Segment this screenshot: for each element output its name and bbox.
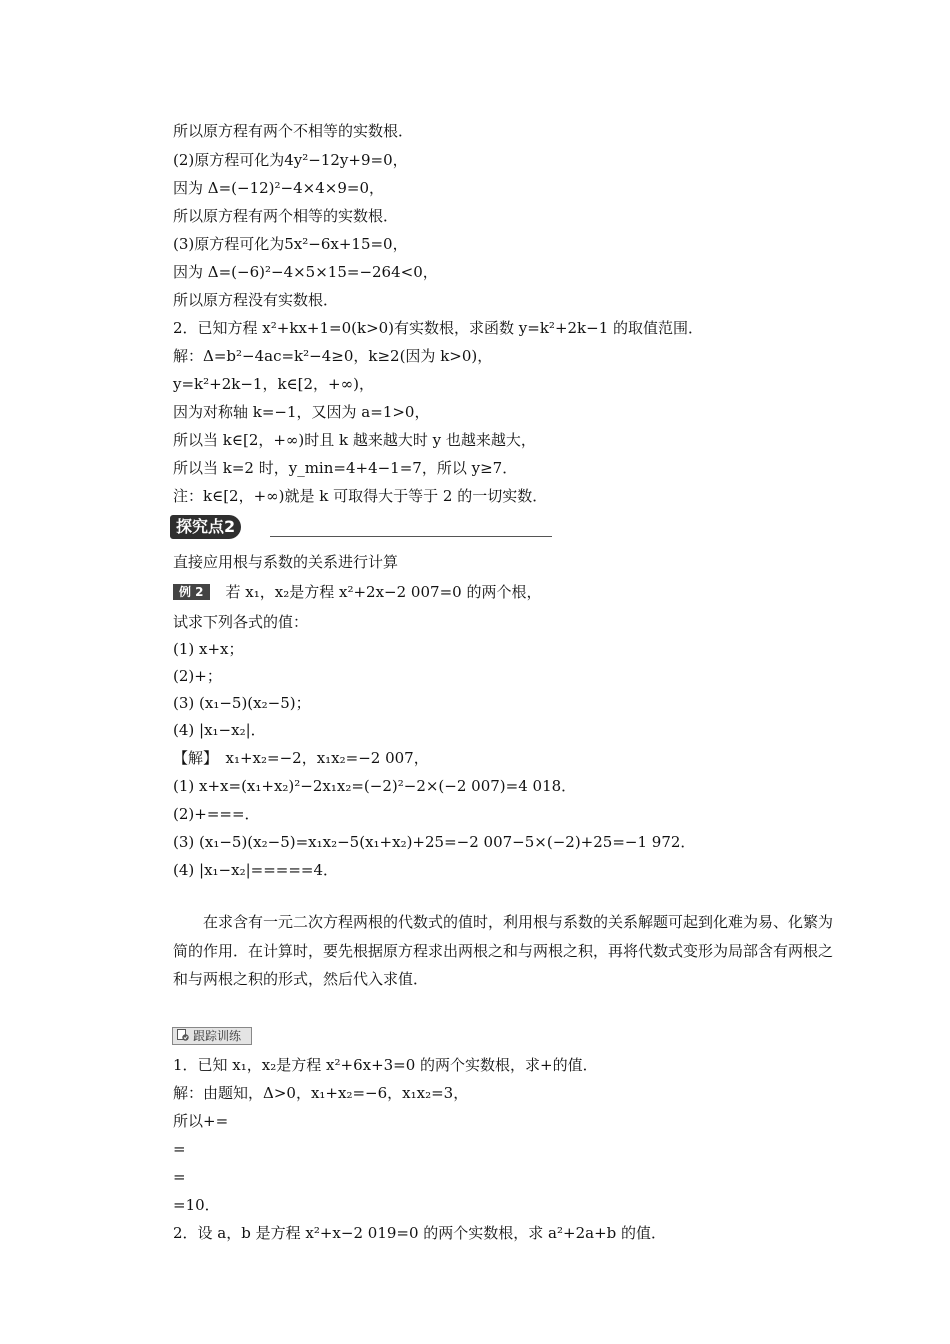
solution-line: (2)+===． <box>173 805 260 823</box>
exercise-line: = <box>173 1168 186 1186</box>
tracking-header <box>172 1026 252 1046</box>
text-line: 所以原方程没有实数根． <box>173 291 339 309</box>
example-text: 若 x₁，x₂是方程 x²+2x−2 007=0 的两个根， <box>225 583 542 601</box>
solution-line: (3) (x₁−5)(x₂−5)=x₁x₂−5(x₁+x₂)+25=−2 007−5×(−2)+25=−1 972． <box>173 833 696 851</box>
example-line: (2)+； <box>173 667 222 685</box>
section-header <box>170 515 552 539</box>
exercise-line: =10． <box>173 1196 220 1214</box>
checkmark-icon <box>177 1029 189 1041</box>
example-badge: 例 2 <box>173 584 210 600</box>
solution-line: (4) |x₁−x₂|=====4． <box>173 861 339 879</box>
text-line: 因为 Δ=(−12)²−4×4×9=0， <box>173 179 384 197</box>
solution-line: 【解】 x₁+x₂=−2，x₁x₂=−2 007， <box>173 749 429 767</box>
text-line: 所以当 k∈[2，+∞)时且 k 越来越大时 y 也越来越大， <box>173 431 536 449</box>
exercise-line: 所以+= <box>173 1112 229 1130</box>
example-line: (3) (x₁−5)(x₂−5)； <box>173 694 311 712</box>
text-line: 所以原方程有两个相等的实数根． <box>173 207 399 225</box>
section-title: 直接应用根与系数的关系进行计算 <box>173 553 399 571</box>
text-line: 所以原方程有两个不相等的实数根． <box>173 122 414 140</box>
text-line: (3)原方程可化为5x²−6x+15=0， <box>173 235 408 253</box>
example-line: 试求下列各式的值： <box>173 613 309 631</box>
text-line: (2)原方程可化为4y²−12y+9=0， <box>173 151 408 169</box>
text-line: 所以当 k=2 时，y_min=4+4−1=7，所以 y≥7． <box>173 459 518 477</box>
text-line: 因为对称轴 k=−1，又因为 a=1>0， <box>173 403 430 421</box>
text-line: 2．已知方程 x²+kx+1=0(k>0)有实数根，求函数 y=k²+2k−1 的取值范围． <box>173 319 704 337</box>
text-line: 解：Δ=b²−4ac=k²−4≥0，k≥2(因为 k>0)， <box>173 347 493 365</box>
example-line: (4) |x₁−x₂|． <box>173 721 266 739</box>
example-line <box>173 582 541 602</box>
section-header-label: 探究点2 <box>170 515 241 539</box>
example-line: (1) x+x； <box>173 640 244 658</box>
tracking-label-box <box>172 1027 252 1045</box>
exercise-line: 解：由题知，Δ>0，x₁+x₂=−6，x₁x₂=3， <box>173 1084 469 1102</box>
text-line: 因为 Δ=(−6)²−4×5×15=−264<0， <box>173 263 438 281</box>
text-line: y=k²+2k−1，k∈[2，+∞)， <box>173 375 374 393</box>
solution-line: (1) x+x=(x₁+x₂)²−2x₁x₂=(−2)²−2×(−2 007)=4 018． <box>173 777 577 795</box>
exercise-line: = <box>173 1140 186 1158</box>
tracking-label: 跟踪训练 <box>193 1029 242 1043</box>
text-line: 注：k∈[2，+∞)就是 k 可取得大于等于 2 的一切实数． <box>173 487 548 505</box>
section-header-rule <box>270 536 552 537</box>
summary-paragraph: 在求含有一元二次方程两根的代数式的值时，利用根与系数的关系解题可起到化难为易、化繁为简的作用．在计算时，要先根据原方程求出两根之和与两根之积，再将代数式变形为局部含有两根之和与两根之积的形式，然后代入求值． <box>173 913 834 988</box>
exercise-line: 2．设 a，b 是方程 x²+x−2 019=0 的两个实数根，求 a²+2a+b 的值． <box>173 1224 667 1242</box>
exercise-line: 1．已知 x₁，x₂是方程 x²+6x+3=0 的两个实数根，求+的值． <box>173 1056 598 1074</box>
